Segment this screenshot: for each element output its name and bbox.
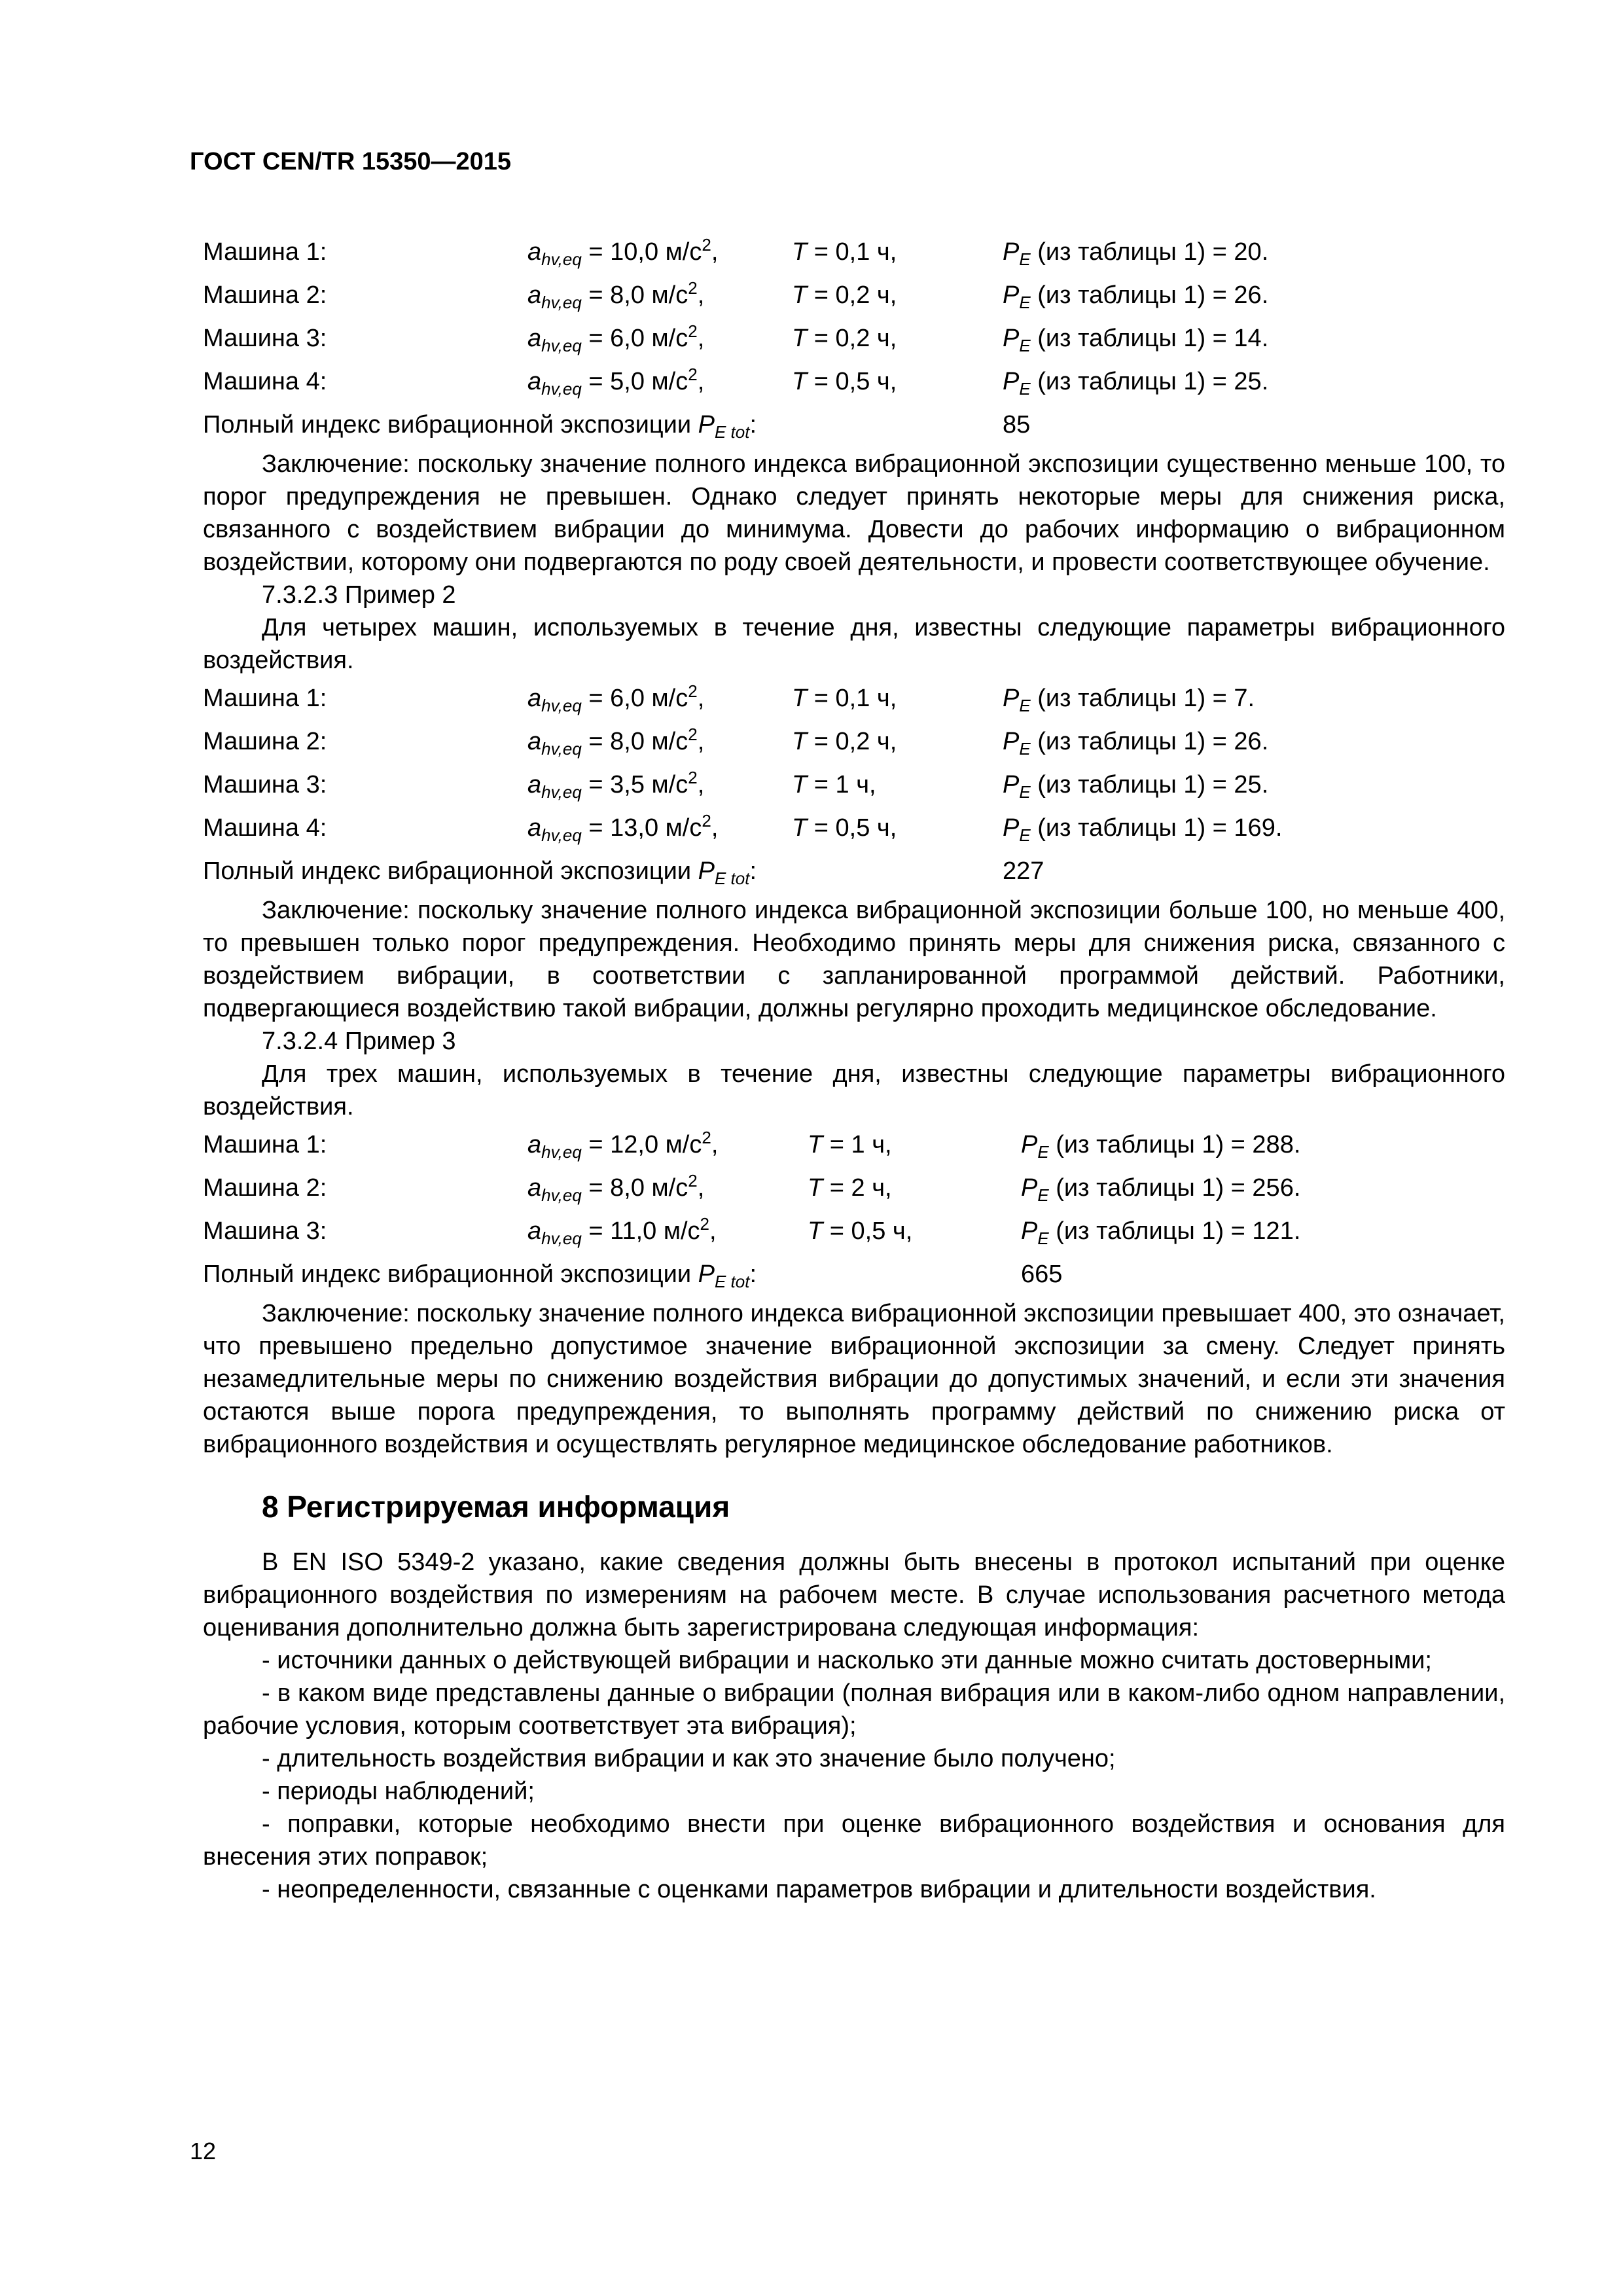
machine-row (203, 806, 1505, 850)
exposure-time: T = 1 ч, (792, 771, 876, 798)
total-index-label: Полный индекс вибрационной экспозиции $P_{E tot}$: (203, 857, 757, 888)
page-number: 12 (190, 2138, 217, 2164)
exposure-time: T = 0,2 ч, (792, 281, 897, 309)
acceleration-value: $a_{hv,eq} = 3,5$ $м/с^2$, (527, 768, 705, 802)
total-index-row (203, 403, 1505, 446)
machine-label: Машина 3: (203, 325, 327, 352)
exposure-points: $P_E$ (из таблицы 1) = 169. (1003, 814, 1283, 845)
exposure-time: T = 0,1 ч, (792, 685, 897, 712)
exposure-time: T = 2 ч, (808, 1174, 892, 1202)
total-index-label: Полный индекс вибрационной экспозиции $P_{E tot}$: (203, 1261, 757, 1291)
example1-conclusion: Заключение: поскольку значение полного индекса вибрационной экспозиции существенно меньше 100, то порог предупреждения не превышен. Однако следует принять некоторые меры для снижения риска, связанного с воздействием вибрации до минимума. Довести до рабочих информацию о вибрационном воздействии, которому они подвергаются по роду своей деятельности, и провести соответствующее обучение. (203, 450, 1505, 576)
example3-heading: 7.3.2.4 Пример 3 (262, 1028, 456, 1055)
page-content (203, 230, 1505, 1906)
exposure-time: T = 0,1 ч, (792, 238, 897, 266)
list-item: - периоды наблюдений; (262, 1778, 535, 1805)
exposure-points: $P_E$ (из таблицы 1) = 20. (1003, 238, 1269, 269)
machine-label: Машина 1: (203, 685, 327, 712)
acceleration-value: $a_{hv,eq} = 13,0$ $м/с^2$, (527, 811, 719, 845)
section-8-title: 8 Регистрируемая информация (262, 1490, 730, 1524)
list-item: - поправки, которые необходимо внести при оценке вибрационного воздействия и основания для внесения этих поправок; (203, 1810, 1505, 1871)
machine-row (203, 274, 1505, 317)
machine-label: Машина 3: (203, 1217, 327, 1245)
exposure-points: $P_E$ (из таблицы 1) = 14. (1003, 325, 1269, 355)
exposure-points: $P_E$ (из таблицы 1) = 26. (1003, 281, 1269, 312)
list-item: - в каком виде представлены данные о вибрации (полная вибрация или в каком-либо одном направлении, рабочие условия, которым соответствует эта вибрация); (203, 1679, 1505, 1740)
exposure-time: T = 0,2 ч, (792, 325, 897, 352)
machine-label: Машина 4: (203, 814, 327, 842)
list-item: - источники данных о действующей вибрации и насколько эти данные можно считать достоверными; (262, 1647, 1432, 1674)
machine-row (203, 1210, 1505, 1253)
machine-row (203, 360, 1505, 403)
example2-conclusion: Заключение: поскольку значение полного индекса вибрационной экспозиции больше 100, но меньше 400, то превышен только порог предупреждения. Необходимо принять меры для снижения риска, связанного с воздействием вибрации, в соответствии с запланированной программой действий. Работники, подвергающиеся воздействию такой вибрации, должны регулярно проходить медицинское обследование. (203, 897, 1505, 1022)
total-index-row (203, 850, 1505, 893)
machine-label: Машина 2: (203, 728, 327, 755)
exposure-time: T = 0,2 ч, (792, 728, 897, 755)
machine-row (203, 230, 1505, 274)
total-index-row (203, 1253, 1505, 1296)
list-item: - длительность воздействия вибрации и как это значение было получено; (262, 1745, 1116, 1772)
exposure-time: T = 0,5 ч, (792, 814, 897, 842)
machine-row (203, 763, 1505, 806)
acceleration-value: $a_{hv,eq} = 6,0$ $м/с^2$, (527, 321, 705, 355)
list-item: - неопределенности, связанные с оценками параметров вибрации и длительности воздействия. (262, 1876, 1376, 1903)
example2-intro: Для четырех машин, используемых в течение дня, известны следующие параметры вибрационного воздействия. (203, 614, 1505, 674)
machine-label: Машина 3: (203, 771, 327, 798)
machine-row (203, 1123, 1505, 1166)
machine-label: Машина 2: (203, 281, 327, 309)
exposure-points: $P_E$ (из таблицы 1) = 7. (1003, 685, 1255, 715)
acceleration-value: $a_{hv,eq} = 11,0$ $м/с^2$, (527, 1214, 717, 1248)
machine-row (203, 677, 1505, 720)
machine-row (203, 720, 1505, 763)
acceleration-value: $a_{hv,eq} = 8,0$ $м/с^2$, (527, 278, 705, 312)
example3-intro: Для трех машин, используемых в течение дня, известны следующие параметры вибрационного воздействия. (203, 1060, 1505, 1121)
acceleration-value: $a_{hv,eq} = 10,0$ $м/с^2$, (527, 235, 719, 269)
total-index-value: 85 (1003, 411, 1031, 439)
example3-table (203, 1123, 1505, 1296)
total-index-value: 665 (1021, 1261, 1063, 1288)
example2-table (203, 677, 1505, 893)
acceleration-value: $a_{hv,eq} = 5,0$ $м/с^2$, (527, 365, 705, 399)
machine-label: Машина 2: (203, 1174, 327, 1202)
example2-heading: 7.3.2.3 Пример 2 (262, 581, 456, 609)
example1-table (203, 230, 1505, 446)
acceleration-value: $a_{hv,eq} = 6,0$ $м/с^2$, (527, 681, 705, 715)
total-index-label: Полный индекс вибрационной экспозиции $P_{E tot}$: (203, 411, 757, 442)
exposure-points: $P_E$ (из таблицы 1) = 25. (1003, 771, 1269, 802)
machine-label: Машина 4: (203, 368, 327, 395)
exposure-points: $P_E$ (из таблицы 1) = 288. (1021, 1131, 1301, 1162)
acceleration-value: $a_{hv,eq} = 8,0$ $м/с^2$, (527, 1171, 705, 1205)
acceleration-value: $a_{hv,eq} = 8,0$ $м/с^2$, (527, 725, 705, 759)
document-header: ГОСТ CEN/TR 15350—2015 (190, 148, 512, 175)
exposure-time: T = 1 ч, (808, 1131, 892, 1158)
machine-row (203, 1166, 1505, 1210)
exposure-points: $P_E$ (из таблицы 1) = 121. (1021, 1217, 1301, 1248)
exposure-points: $P_E$ (из таблицы 1) = 26. (1003, 728, 1269, 759)
exposure-time: T = 0,5 ч, (792, 368, 897, 395)
example3-conclusion: Заключение: поскольку значение полного индекса вибрационной экспозиции превышает 400, это означает, что превышено предельно допустимое значение вибрационной экспозиции за смену. Следует принять незамедлительные меры по снижению воздействия вибрации до допустимых значений, и если эти значения остаются выше порога предупреждения, то выполнять программу действий по снижению риска от вибрационного воздействия и осуществлять регулярное медицинское обследование работников. (203, 1300, 1505, 1458)
machine-label: Машина 1: (203, 238, 327, 266)
exposure-time: T = 0,5 ч, (808, 1217, 913, 1245)
machine-label: Машина 1: (203, 1131, 327, 1158)
exposure-points: $P_E$ (из таблицы 1) = 256. (1021, 1174, 1301, 1205)
acceleration-value: $a_{hv,eq} = 12,0$ $м/с^2$, (527, 1128, 719, 1162)
total-index-value: 227 (1003, 857, 1044, 885)
section-8-intro: В EN ISO 5349-2 указано, какие сведения должны быть внесены в протокол испытаний при оценке вибрационного воздействия по измерениям на рабочем месте. В случае использования расчетного метода оценивания дополнительно должна быть зарегистрирована следующая информация: (203, 1549, 1505, 1641)
exposure-points: $P_E$ (из таблицы 1) = 25. (1003, 368, 1269, 399)
machine-row (203, 317, 1505, 360)
